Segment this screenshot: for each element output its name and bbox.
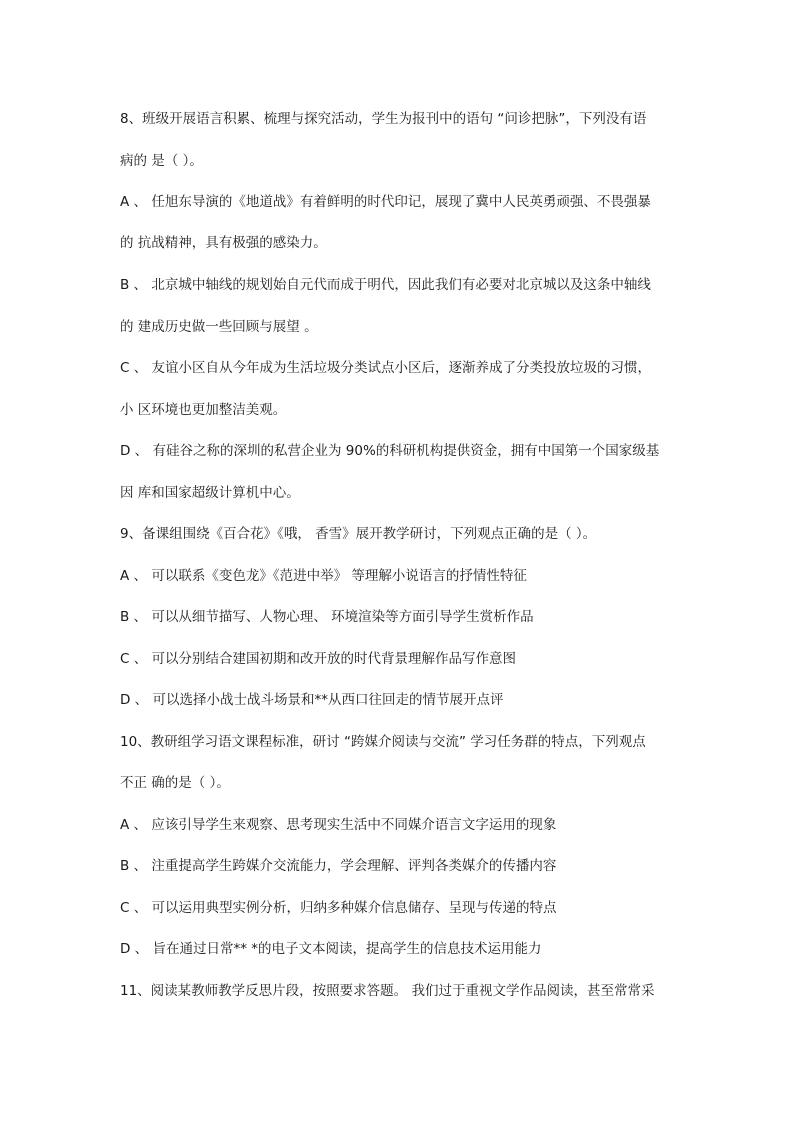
question-8-stem-line-2: 病的 是（ ）。 [120, 153, 203, 169]
question-10-stem-line-1: 10、教研组学习语文课程标准，研讨 “跨媒介阅读与交流” 学习任务群的特点，下列观点 [120, 734, 646, 750]
question-8-option-a-line-2: 的 抗战精神，具有极强的感染力。 [120, 235, 327, 251]
question-8-option-d-line-1: D 、 有硅谷之称的深圳的私营企业为 90%的科研机构提供资金，拥有中国第一个国家级基 [120, 443, 660, 459]
question-8-stem-line-1: 8、班级开展语言积累、梳理与探究活动，学生为报刊中的语句 “问诊把脉”，下列没有语 [120, 111, 647, 127]
question-10-option-d: D 、 旨在通过日常** *的电子文本阅读，提高学生的信息技术运用能力 [120, 941, 542, 957]
question-9-option-b: B 、 可以从细节描写、人物心理、 环境渲染等方面引导学生赏析作品 [120, 609, 534, 625]
question-8-option-c-line-1: C 、 友谊小区自从今年成为生活垃圾分类试点小区后，逐渐养成了分类投放垃圾的习惯， [120, 360, 652, 376]
question-10-option-b: B 、 注重提高学生跨媒介交流能力，学会理解、评判各类媒介的传播内容 [120, 858, 557, 874]
question-10-option-c: C 、 可以运用典型实例分析，归纳多种媒介信息储存、呈现与传递的特点 [120, 900, 557, 916]
question-11-stem: 11、阅读某教师教学反思片段，按照要求答题。 我们过于重视文学作品阅读，甚至常常采 [120, 983, 655, 999]
question-8-option-d-line-2: 因 库和国家超级计算机中心。 [120, 485, 300, 501]
question-9-option-d: D 、 可以选择小战士战斗场景和**从西口往回走的情节展开点评 [120, 692, 504, 708]
question-10-stem-line-2: 不正 确的是（ ）。 [120, 775, 230, 791]
question-9-stem: 9、备课组围绕《百合花》《哦， 香雪》展开教学研讨，下列观点正确的是（ ）。 [120, 526, 597, 542]
question-10-option-a: A 、 应该引导学生来观察、思考现实生活中不同媒介语言文字运用的现象 [120, 817, 557, 833]
question-9-option-a: A 、 可以联系《变色龙》《范进中举》 等理解小说语言的抒情性特征 [120, 568, 527, 584]
question-8-option-b-line-2: 的 建成历史做一些回顾与展望 。 [120, 319, 318, 335]
question-8-option-a-line-1: A 、 任旭东导演的《地道战》有着鲜明的时代印记，展现了冀中人民英勇顽强、不畏强暴 [120, 194, 651, 210]
question-8-option-b-line-1: B 、 北京城中轴线的规划始自元代而成于明代，因此我们有必要对北京城以及这条中轴线 [120, 277, 651, 293]
question-9-option-c: C 、 可以分别结合建国初期和改开放的时代背景理解作品写作意图 [120, 651, 517, 667]
question-8-option-c-line-2: 小 区环境也更加整洁美观。 [120, 402, 287, 418]
